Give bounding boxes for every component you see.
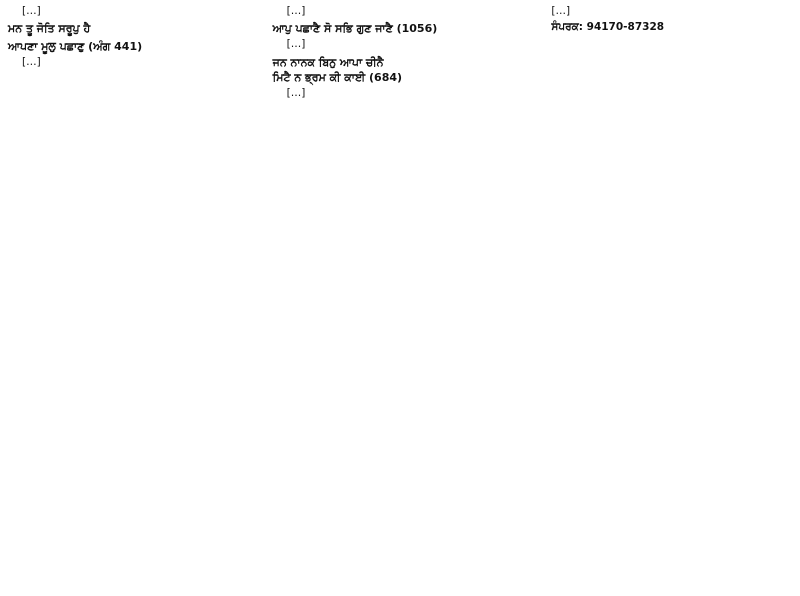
scripture-reference: (1056) (396, 22, 438, 36)
subheading (273, 21, 528, 36)
paragraph: […] (286, 86, 306, 99)
column-3 (537, 4, 792, 592)
column-2 (273, 4, 528, 592)
paragraph: […] (551, 5, 571, 17)
paragraph: […] (286, 5, 306, 17)
subheading (273, 55, 528, 85)
subheading (8, 39, 263, 54)
scripture-reference: (ਅੰਗ 441) (88, 40, 143, 54)
subheading-text: ਆਪੁ ਪਛਾਣੈ ਸੋ ਸਭਿ ਗੁਣ ਜਾਣੈ (272, 22, 393, 36)
contact-number: 94170-87328 (586, 21, 665, 34)
subheading: ਮਨ ਤੂ ਜੋਤਿ ਸਰੂਪੁ ਹੈ (8, 22, 91, 36)
column-1 (8, 4, 263, 592)
subheading-line-2: ਮਿਟੈ ਨ ਭ੍ਰਮ ਕੀ ਕਾਈ (272, 70, 366, 84)
contact-line (537, 20, 792, 34)
paragraph: […] (22, 56, 41, 69)
paragraph: […] (22, 5, 41, 17)
scripture-reference: (684) (369, 70, 403, 84)
paragraph: […] (286, 38, 306, 51)
subheading-text: ਆਪਣਾ ਮੂਲੁ ਪਛਾਣੁ (8, 40, 85, 54)
subheading-line-1: ਜਨ ਨਾਨਕ ਬਿਨੁ ਆਪਾ ਚੀਨੈ (272, 55, 384, 69)
contact-label: ਸੰਪਰਕ: (551, 21, 583, 34)
